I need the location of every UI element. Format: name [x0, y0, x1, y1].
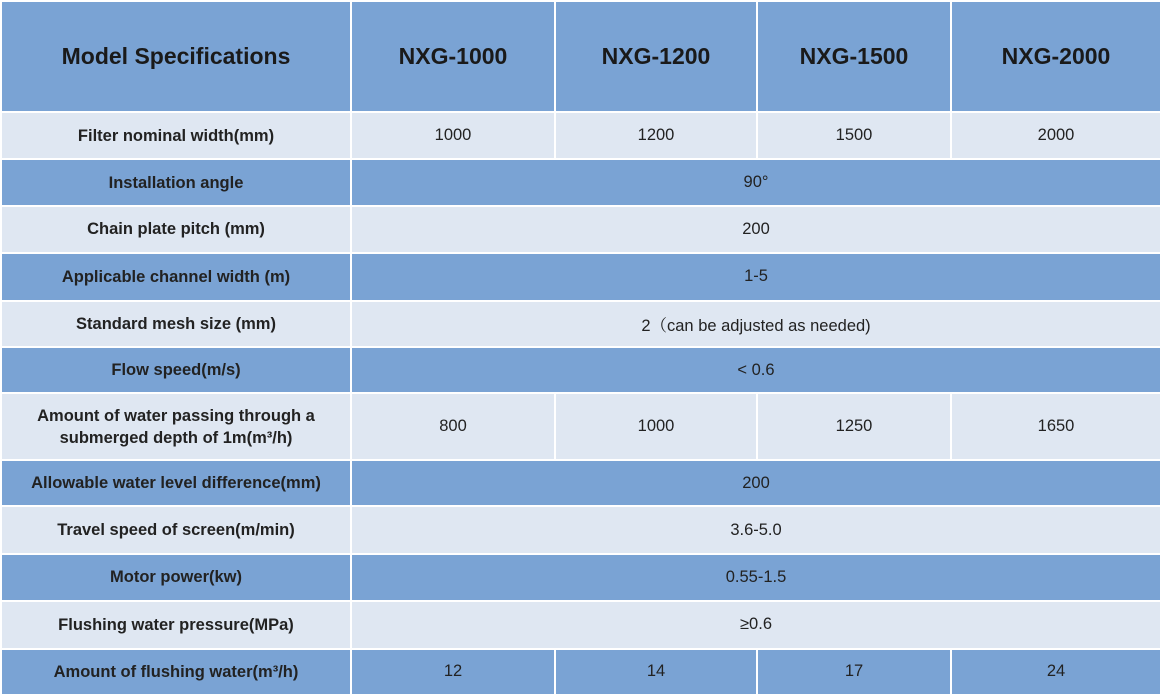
table-row	[1, 253, 1160, 300]
header-model: NXG-1200	[555, 1, 757, 112]
header-model: NXG-2000	[951, 1, 1160, 112]
row-label: Travel speed of screen(m/min)	[1, 506, 351, 553]
row-label: Flushing water pressure(MPa)	[1, 601, 351, 648]
cell-value: 12	[351, 649, 555, 695]
table-row	[1, 301, 1160, 347]
cell-value: 14	[555, 649, 757, 695]
table-row	[1, 649, 1160, 695]
row-label: Filter nominal width(mm)	[1, 112, 351, 159]
row-label: Allowable water level difference(mm)	[1, 460, 351, 506]
header-model: NXG-1500	[757, 1, 951, 112]
row-label: Amount of flushing water(m³/h)	[1, 649, 351, 695]
table-row	[1, 159, 1160, 205]
row-label: Applicable channel width (m)	[1, 253, 351, 300]
table-row	[1, 601, 1160, 648]
cell-value: 2（can be adjusted as needed)	[351, 301, 1160, 347]
cell-value: 1000	[555, 393, 757, 460]
cell-value: 90°	[351, 159, 1160, 205]
header-model: NXG-1000	[351, 1, 555, 112]
table-row	[1, 206, 1160, 253]
cell-value: 200	[351, 460, 1160, 506]
row-label: Chain plate pitch (mm)	[1, 206, 351, 253]
table-row	[1, 112, 1160, 159]
cell-value: 24	[951, 649, 1160, 695]
row-label: Amount of water passing through a submerged depth of 1m(m³/h)	[1, 393, 351, 460]
cell-value: 1500	[757, 112, 951, 159]
cell-value: 1000	[351, 112, 555, 159]
table-row	[1, 347, 1160, 393]
cell-value: 17	[757, 649, 951, 695]
cell-value: 1200	[555, 112, 757, 159]
row-label: Motor power(kw)	[1, 554, 351, 601]
cell-value: < 0.6	[351, 347, 1160, 393]
cell-value: 800	[351, 393, 555, 460]
table-row	[1, 460, 1160, 506]
header-row	[1, 1, 1160, 112]
cell-value: 1650	[951, 393, 1160, 460]
header-title: Model Specifications	[1, 1, 351, 112]
row-label: Standard mesh size (mm)	[1, 301, 351, 347]
cell-value: 3.6-5.0	[351, 506, 1160, 553]
cell-value: 1250	[757, 393, 951, 460]
row-label: Installation angle	[1, 159, 351, 205]
cell-value: 0.55-1.5	[351, 554, 1160, 601]
cell-value: 2000	[951, 112, 1160, 159]
table-row	[1, 393, 1160, 460]
row-label: Flow speed(m/s)	[1, 347, 351, 393]
cell-value: 1-5	[351, 253, 1160, 300]
cell-value: ≥0.6	[351, 601, 1160, 648]
table-row	[1, 506, 1160, 553]
table-row	[1, 554, 1160, 601]
cell-value: 200	[351, 206, 1160, 253]
